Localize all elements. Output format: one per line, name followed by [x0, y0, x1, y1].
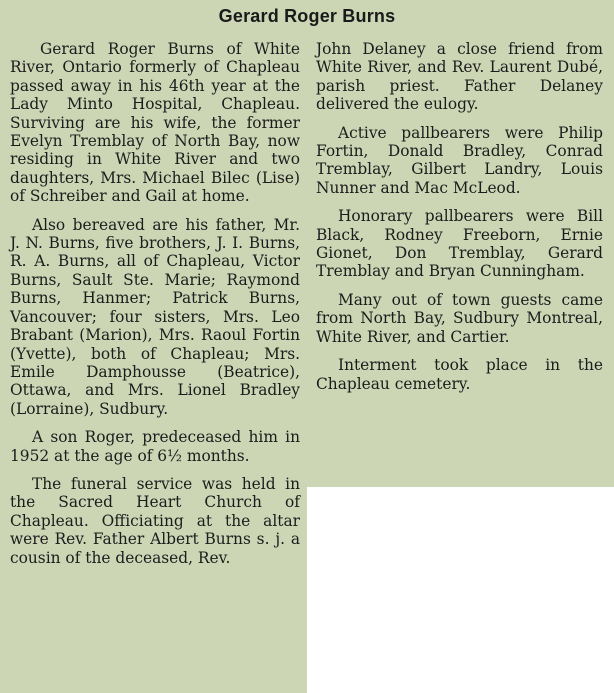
paragraph: Many out of town guests came from North Bay, Sudbury Montreal, White River, and Cartier.: [316, 290, 603, 346]
paragraph: The funeral service was held in the Sacred Heart Church of Chapleau. Officiating at the altar were Rev. Father Albert Burns s. j. a cousin of the deceased, Rev.: [10, 474, 300, 567]
paragraph: Gerard Roger Burns of White River, Ontario formerly of Chapleau passed away in his 46th year at the Lady Minto Hospital, Chapleau. Surviving are his wife, the former Evelyn Tremblay of North Bay, now residing in White River and two daughters, Mrs. Michael Bilec (Lise) of Schreiber and Gail at home.: [10, 40, 300, 206]
article-headline: Gerard Roger Burns: [218, 6, 396, 26]
paragraph: Interment took place in the Chapleau cemetery.: [316, 356, 603, 393]
paragraph: John Delaney a close friend from White River, and Rev. Laurent Dubé, parish priest. Father Delaney delivered the eulogy.: [316, 40, 603, 114]
right-column: [316, 40, 603, 403]
paragraph: A son Roger, predeceased him in 1952 at the age of 6½ months.: [10, 428, 300, 465]
left-column: [10, 40, 300, 567]
paragraph: Also bereaved are his father, Mr. J. N. Burns, five brothers, J. I. Burns, R. A. Burns, all of Chapleau, Victor Burns, Sault Ste. Marie; Raymond Burns, Hanmer; Patrick Burns, Vancouver; four sisters, Mrs. Leo Brabant (Marion), Mrs. Raoul Fortin (Yvette), both of Chapleau; Mrs. Emile Damphousse (Beatrice), Ottawa, and Mrs. Lionel Bradley (Lorraine), Sudbury.: [10, 215, 300, 418]
paragraph: Active pallbearers were Philip Fortin, Donald Bradley, Conrad Tremblay, Gilbert Landry, Louis Nunner and Mac McLeod.: [316, 123, 603, 197]
paragraph: Honorary pallbearers were Bill Black, Rodney Freeborn, Ernie Gionet, Don Tremblay, Gerard Tremblay and Bryan Cunningham.: [316, 207, 603, 281]
